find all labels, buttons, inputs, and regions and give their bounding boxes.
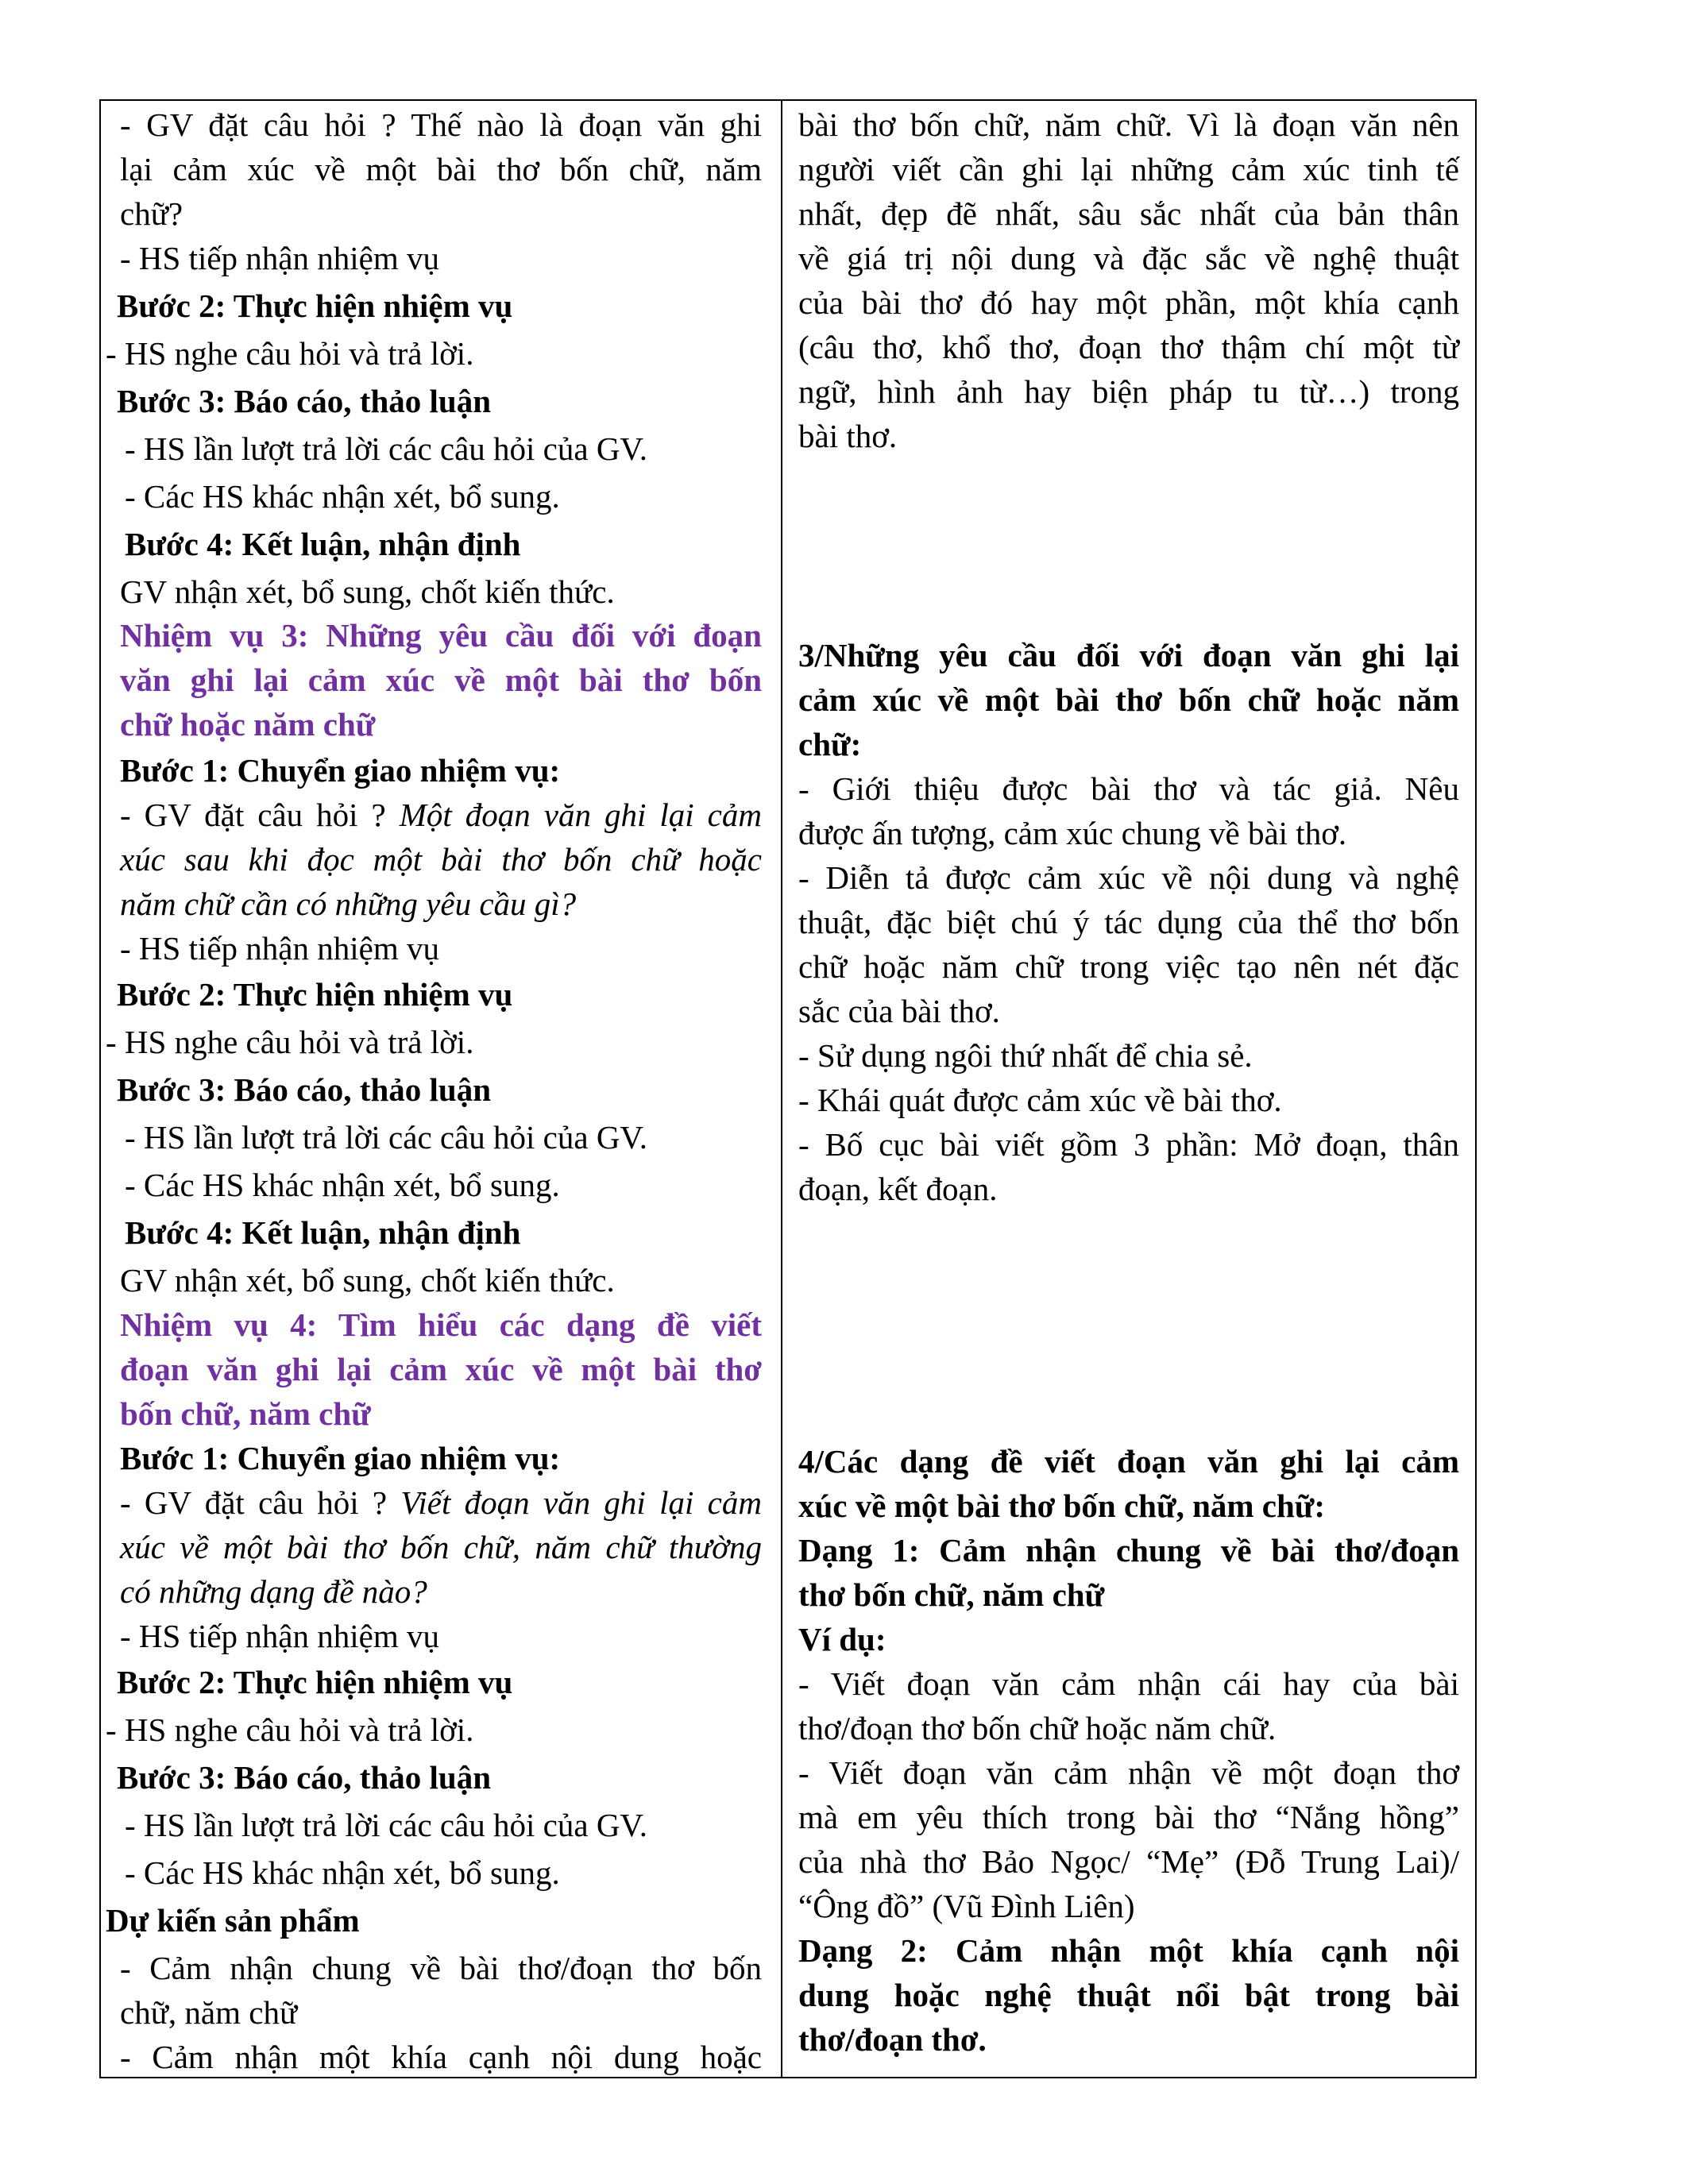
right-text-line: bài thơ bốn chữ, năm chữ. Vì là đoạn văn nên — [798, 106, 1459, 143]
right-text-line: 4/Các dạng đề viết đoạn văn ghi lại cảm — [798, 1443, 1459, 1480]
left-text-line: lại cảm xúc về một bài thơ bốn chữ, năm — [120, 151, 762, 187]
right-text-line: được ấn tượng, cảm xúc chung về bài thơ. — [798, 815, 1347, 851]
left-text-line: Bước 2: Thực hiện nhiệm vụ — [117, 1664, 513, 1700]
right-text-line: thuật, đặc biệt chú ý tác dụng của thể thơ bốn — [798, 904, 1459, 940]
left-text-line: có những dạng đề nào? — [120, 1573, 427, 1610]
right-text-line: (câu thơ, khổ thơ, đoạn thơ thậm chí một từ — [798, 329, 1459, 365]
right-text-line: chữ: — [798, 726, 862, 762]
left-text-line: chữ? — [120, 195, 183, 232]
left-text-line: - HS nghe câu hỏi và trả lời. — [106, 1711, 474, 1748]
right-text-line: 3/Những yêu cầu đối với đoạn văn ghi lại — [798, 637, 1459, 673]
right-text-line: - Bố cục bài viết gồm 3 phần: Mở đoạn, thân — [798, 1126, 1459, 1163]
left-text-line: Bước 3: Báo cáo, thảo luận — [117, 1759, 491, 1796]
activity-column — [101, 101, 782, 2077]
right-text-line: dung hoặc nghệ thuật nổi bật trong bài — [798, 1977, 1459, 2013]
right-text-line: sắc của bài thơ. — [798, 993, 1000, 1029]
right-text-line: - Diễn tả được cảm xúc về nội dung và nghệ — [798, 859, 1459, 896]
left-text-line: Bước 2: Thực hiện nhiệm vụ — [117, 287, 513, 324]
right-text-line: - Viết đoạn văn cảm nhận cái hay của bài — [798, 1665, 1459, 1702]
left-text-line: - Các HS khác nhận xét, bổ sung. — [125, 1167, 560, 1203]
right-text-line: - Sử dụng ngôi thứ nhất để chia sẻ. — [798, 1037, 1253, 1074]
left-text-line: xúc về một bài thơ bốn chữ, năm chữ thường — [120, 1529, 762, 1565]
right-text-line: thơ/đoạn thơ bốn chữ hoặc năm chữ. — [798, 1710, 1277, 1746]
right-text-line: đoạn, kết đoạn. — [798, 1171, 998, 1207]
left-text-line: - Cảm nhận một khía cạnh nội dung hoặc — [120, 2039, 762, 2075]
left-text-line: - GV đặt câu hỏi ? Thế nào là đoạn văn ghi — [120, 106, 762, 143]
right-text-line: nhất, đẹp đẽ nhất, sâu sắc nhất của bản thân — [798, 195, 1459, 232]
right-text-line: của nhà thơ Bảo Ngọc/ “Mẹ” (Đỗ Trung Lai)/ — [798, 1843, 1459, 1880]
left-text-line: - HS tiếp nhận nhiệm vụ — [120, 930, 439, 967]
left-text-line: đoạn văn ghi lại cảm xúc về một bài thơ — [120, 1351, 762, 1387]
right-text-line: - Viết đoạn văn cảm nhận về một đoạn thơ — [798, 1754, 1459, 1791]
right-text-line: xúc về một bài thơ bốn chữ, năm chữ: — [798, 1488, 1326, 1524]
left-text-line: - HS nghe câu hỏi và trả lời. — [106, 335, 474, 372]
right-text-line: Dạng 1: Cảm nhận chung về bài thơ/đoạn — [798, 1532, 1459, 1569]
left-text-line: - Các HS khác nhận xét, bổ sung. — [125, 478, 560, 515]
right-text-line: - Giới thiệu được bài thơ và tác giả. Nêu — [798, 770, 1459, 807]
left-text-line: chữ hoặc năm chữ — [120, 706, 376, 743]
left-text-line: - HS lần lượt trả lời các câu hỏi của GV. — [125, 1807, 648, 1843]
left-text-line: chữ, năm chữ — [120, 1994, 298, 2031]
right-text-line: người viết cần ghi lại những cảm xúc tinh tế — [798, 151, 1459, 187]
left-text-line: - HS lần lượt trả lời các câu hỏi của GV. — [125, 1119, 648, 1156]
right-text-line: thơ/đoạn thơ. — [798, 2021, 987, 2058]
left-text-line: - Các HS khác nhận xét, bổ sung. — [125, 1854, 560, 1891]
left-text-line: Bước 4: Kết luận, nhận định — [125, 1214, 521, 1251]
right-text-line: “Ông đồ” (Vũ Đình Liên) — [798, 1888, 1135, 1924]
left-text-line: văn ghi lại cảm xúc về một bài thơ bốn — [120, 662, 762, 698]
left-text-line: Bước 4: Kết luận, nhận định — [125, 526, 521, 562]
left-text-line: - GV đặt câu hỏi ? Viết đoạn văn ghi lại cảm — [120, 1484, 762, 1521]
right-text-line: ngữ, hình ảnh hay biện pháp tu từ…) trong — [798, 373, 1459, 410]
left-text-line: Bước 1: Chuyển giao nhiệm vụ: — [120, 1440, 561, 1476]
right-text-line: cảm xúc về một bài thơ bốn chữ hoặc năm — [798, 681, 1459, 718]
content-column — [782, 101, 1475, 2077]
right-text-line: Dạng 2: Cảm nhận một khía cạnh nội — [798, 1932, 1459, 1969]
right-text-line: - Khái quát được cảm xúc về bài thơ. — [798, 1082, 1282, 1118]
right-text-line: về giá trị nội dung và đặc sắc về nghệ thuật — [798, 240, 1459, 276]
left-text-line: năm chữ cần có những yêu cầu gì? — [120, 886, 577, 922]
left-text-line: bốn chữ, năm chữ — [120, 1395, 371, 1432]
left-text-line: Bước 1: Chuyển giao nhiệm vụ: — [120, 752, 561, 789]
right-text-line: chữ hoặc năm chữ trong việc tạo nên nét đặc — [798, 948, 1459, 985]
left-text-line: Bước 3: Báo cáo, thảo luận — [117, 1071, 491, 1108]
left-text-line: GV nhận xét, bổ sung, chốt kiến thức. — [120, 1262, 615, 1298]
left-text-line: GV nhận xét, bổ sung, chốt kiến thức. — [120, 573, 615, 610]
left-text-line: - HS tiếp nhận nhiệm vụ — [120, 240, 439, 276]
right-text-line: thơ bốn chữ, năm chữ — [798, 1576, 1105, 1613]
right-text-line: mà em yêu thích trong bài thơ “Nắng hồng” — [798, 1799, 1459, 1835]
lesson-table — [99, 99, 1477, 2078]
right-text-line: của bài thơ đó hay một phần, một khía cạnh — [798, 284, 1459, 321]
left-text-line: - GV đặt câu hỏi ? Một đoạn văn ghi lại cảm — [120, 797, 762, 833]
left-text-line: - Cảm nhận chung về bài thơ/đoạn thơ bốn — [120, 1950, 762, 1986]
left-text-line: - HS nghe câu hỏi và trả lời. — [106, 1024, 474, 1060]
left-text-line: Nhiệm vụ 4: Tìm hiểu các dạng đề viết — [120, 1306, 762, 1343]
left-text-line: xúc sau khi đọc một bài thơ bốn chữ hoặc — [120, 841, 762, 878]
right-text-line: Ví dụ: — [798, 1621, 886, 1657]
left-text-line: - HS tiếp nhận nhiệm vụ — [120, 1618, 439, 1654]
left-text-line: Dự kiến sản phẩm — [106, 1902, 360, 1939]
left-text-line: Bước 2: Thực hiện nhiệm vụ — [117, 976, 513, 1013]
right-text-line: bài thơ. — [798, 418, 898, 454]
left-text-line: Nhiệm vụ 3: Những yêu cầu đối với đoạn — [120, 617, 762, 654]
left-text-line: - HS lần lượt trả lời các câu hỏi của GV. — [125, 430, 648, 467]
left-text-line: Bước 3: Báo cáo, thảo luận — [117, 383, 491, 419]
